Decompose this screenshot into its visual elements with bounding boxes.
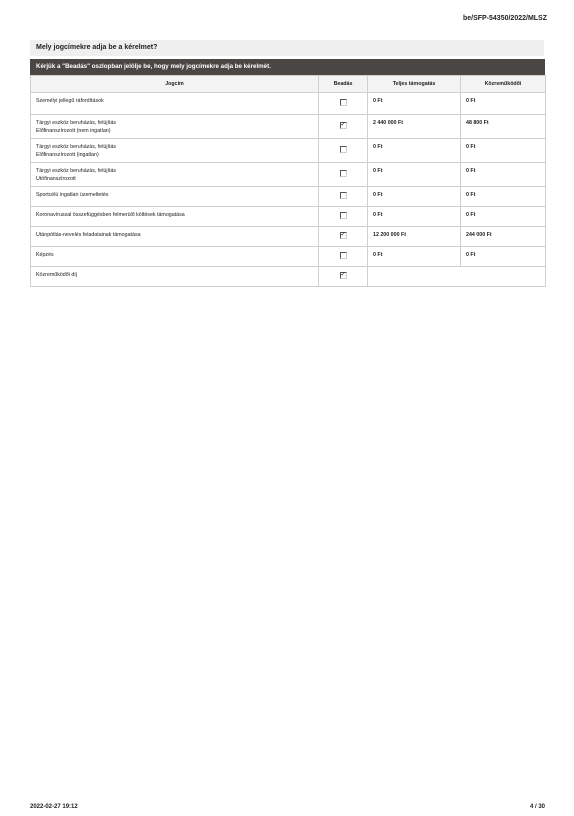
jogcim-label: Sportcélú ingatlan üzemeltetés	[36, 192, 109, 198]
kozremukodoi-value: 0 Ft	[461, 207, 546, 227]
jogcim-sublabel: Előfinanszírozott (ingatlan)	[36, 151, 99, 158]
table-row	[31, 247, 546, 267]
checkbox-checked[interactable]	[340, 232, 347, 239]
checkbox-checked[interactable]	[340, 122, 347, 129]
kozremukodoi-value: 48 800 Ft	[461, 115, 546, 139]
empty-amount-cell	[368, 267, 546, 287]
checkbox-unchecked[interactable]	[340, 146, 347, 153]
checkbox-unchecked[interactable]	[340, 192, 347, 199]
checkbox-unchecked[interactable]	[340, 252, 347, 259]
table-row	[31, 187, 546, 207]
teljes-tamogatas-value: 2 440 000 Ft	[368, 115, 461, 139]
beadas-cell	[319, 247, 368, 267]
jogcim-cell	[31, 207, 319, 227]
jogcim-label: Koronavírussal összefüggésben felmerülő költések támogatása	[36, 212, 185, 218]
jogcim-label: Képzés	[36, 252, 54, 258]
checkmark-icon: ✓	[340, 231, 346, 238]
instruction-bar: Kérjük a "Beadás" oszlopban jelölje be, hogy mely jogcímekre adja be kérelmét.	[30, 59, 545, 75]
teljes-tamogatas-value: 12 200 000 Ft	[368, 227, 461, 247]
checkbox-unchecked[interactable]	[340, 170, 347, 177]
header-jogcim: Jogcím	[31, 76, 319, 93]
page-number: 4 / 30	[529, 804, 545, 810]
jogcim-sublabel: Utófinanszírozott	[36, 175, 76, 182]
kozremukodoi-value: 0 Ft	[461, 93, 546, 115]
beadas-cell	[319, 115, 368, 139]
jogcim-label: Tárgyi eszköz beruházás, felújítás	[36, 120, 117, 126]
checkbox-unchecked[interactable]	[340, 212, 347, 219]
section-title: Mely jogcímekre adja be a kérelmet?	[30, 40, 544, 56]
jogcim-cell	[31, 267, 319, 287]
jogcim-sublabel: Előfinanszírozott (nem ingatlan)	[36, 127, 111, 134]
jogcim-cell	[31, 187, 319, 207]
jogcim-cell	[31, 163, 319, 187]
teljes-tamogatas-value: 0 Ft	[368, 93, 461, 115]
kozremukodoi-value: 0 Ft	[461, 139, 546, 163]
footer-datetime: 2022-02-27 19:12	[30, 804, 78, 810]
kozremukodoi-value: 0 Ft	[461, 247, 546, 267]
table-header-row	[31, 76, 546, 93]
jogcim-cell	[31, 93, 319, 115]
kozremukodoi-value: 244 000 Ft	[461, 227, 546, 247]
beadas-cell	[319, 187, 368, 207]
jogcim-label: Személyi jellegű ráfordítások	[36, 98, 104, 104]
teljes-tamogatas-value: 0 Ft	[368, 187, 461, 207]
table-row	[31, 93, 546, 115]
jogcim-cell	[31, 227, 319, 247]
beadas-cell	[319, 139, 368, 163]
kozremukodoi-value: 0 Ft	[461, 163, 546, 187]
table-row	[31, 139, 546, 163]
teljes-tamogatas-value: 0 Ft	[368, 163, 461, 187]
beadas-cell	[319, 227, 368, 247]
header-teljes-tamogatas: Teljes támogatás	[368, 76, 461, 93]
teljes-tamogatas-value: 0 Ft	[368, 247, 461, 267]
jogcim-cell	[31, 115, 319, 139]
jogcim-cell	[31, 139, 319, 163]
jogcim-label: Utánpótlás-nevelés feladatainak támogatása	[36, 232, 141, 238]
table-row-kozremukodoi-dij	[31, 267, 546, 287]
beadas-cell	[319, 163, 368, 187]
jogcim-label: Tárgyi eszköz beruházás, felújítás	[36, 144, 117, 150]
table-row	[31, 207, 546, 227]
teljes-tamogatas-value: 0 Ft	[368, 139, 461, 163]
table-row	[31, 227, 546, 247]
table-row	[31, 163, 546, 187]
checkbox-checked[interactable]	[340, 272, 347, 279]
claims-table	[30, 75, 546, 287]
table-row	[31, 115, 546, 139]
teljes-tamogatas-value: 0 Ft	[368, 207, 461, 227]
jogcim-label: Tárgyi eszköz beruházás, felújítás	[36, 168, 117, 174]
document-id: be/SFP-54350/2022/MLSZ	[462, 15, 547, 22]
beadas-cell	[319, 207, 368, 227]
header-beadas: Beadás	[319, 76, 368, 93]
jogcim-label: Közreműködői díj	[36, 272, 77, 278]
checkbox-unchecked[interactable]	[340, 99, 347, 106]
checkmark-icon: ✓	[340, 121, 346, 128]
beadas-cell	[319, 93, 368, 115]
header-kozremukodoi: Közreműködői	[461, 76, 546, 93]
table-body	[31, 93, 546, 287]
kozremukodoi-value: 0 Ft	[461, 187, 546, 207]
checkmark-icon: ✓	[340, 271, 346, 278]
jogcim-cell	[31, 247, 319, 267]
beadas-cell	[319, 267, 368, 287]
